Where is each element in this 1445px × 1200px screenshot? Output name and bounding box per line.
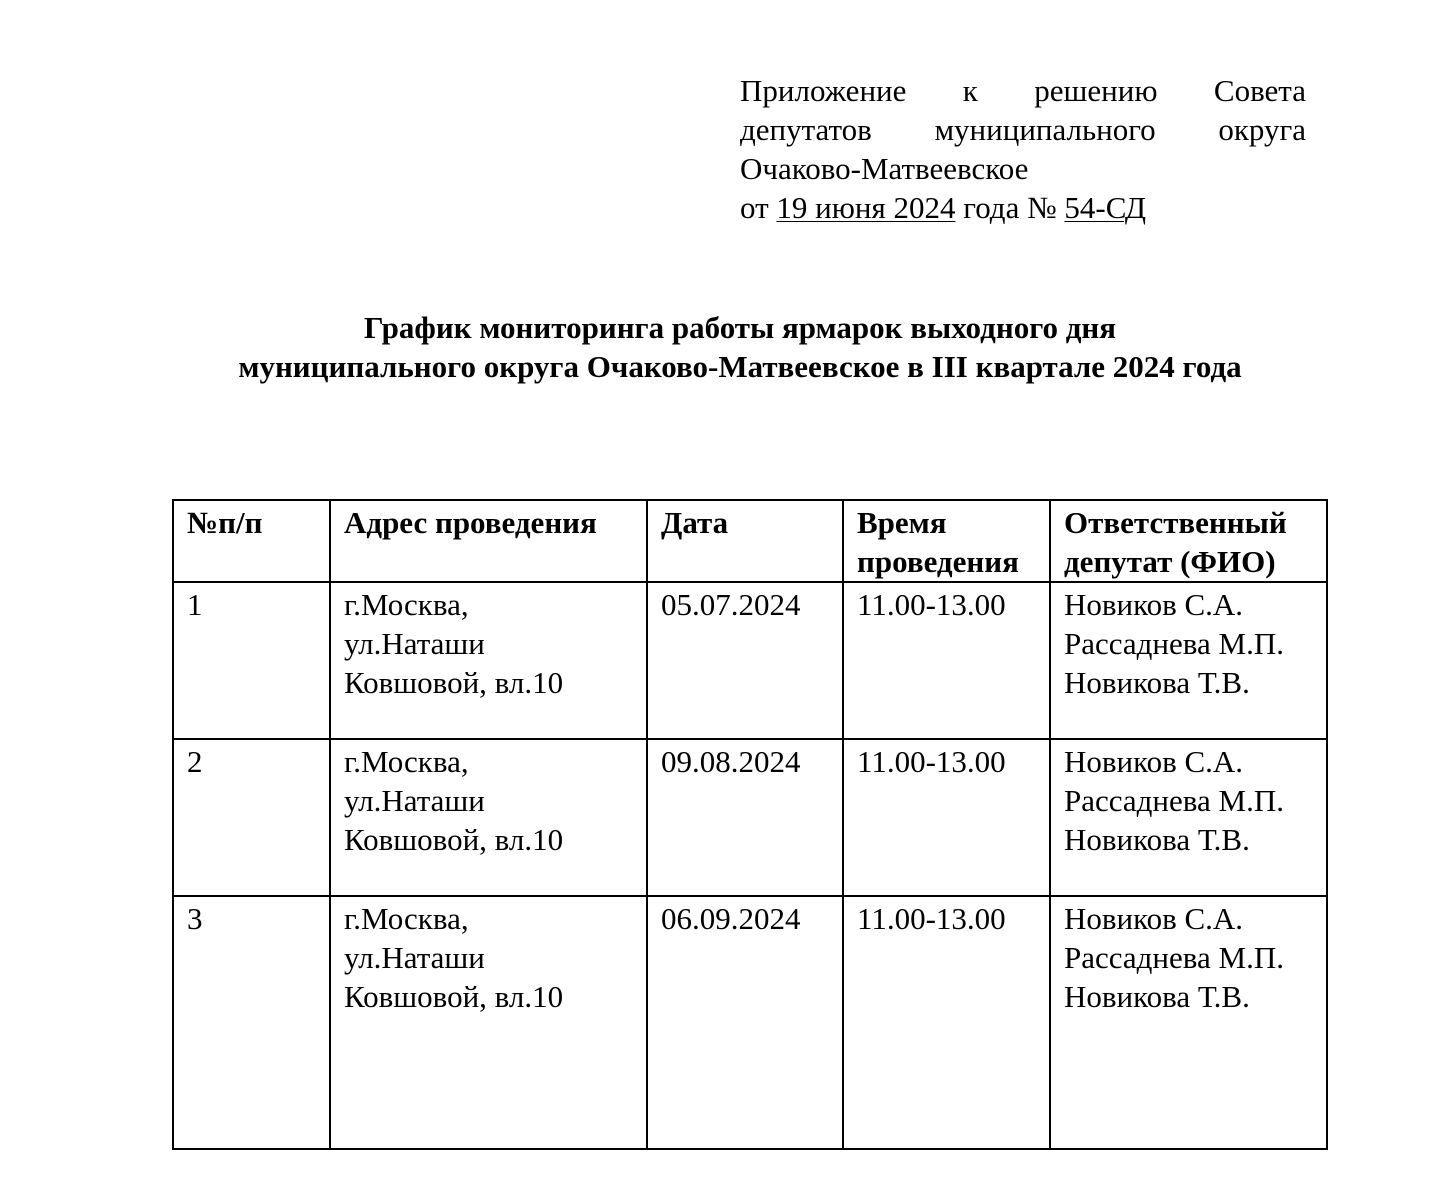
address-line: Ковшовой, вл.10	[344, 822, 564, 857]
document-title	[0, 308, 1445, 386]
deputy-name: Рассаднева М.П.	[1064, 626, 1284, 661]
cell-time: 11.00-13.00	[843, 739, 1050, 896]
appendix-date-prefix: от	[740, 190, 777, 225]
cell-deputies	[1050, 739, 1327, 896]
address-line: г.Москва,	[344, 744, 469, 779]
cell-address	[330, 739, 647, 896]
title-line-1: График мониторинга работы ярмарок выходного дня	[363, 310, 1117, 345]
cell-deputies	[1050, 582, 1327, 739]
header-address: Адрес проведения	[330, 500, 647, 582]
appendix-word: к	[962, 73, 978, 108]
header-num: №п/п	[173, 500, 330, 582]
cell-deputies	[1050, 896, 1327, 1149]
deputy-name: Новикова Т.В.	[1064, 665, 1250, 700]
table-row	[173, 582, 1327, 739]
decision-date: 19 июня 2024	[776, 190, 956, 225]
cell-num: 1	[173, 582, 330, 739]
deputy-name: Новиков С.А.	[1064, 587, 1244, 622]
header-time-line: Время	[857, 505, 947, 540]
schedule-table	[172, 499, 1328, 1150]
address-line: г.Москва,	[344, 901, 469, 936]
header-time	[843, 500, 1050, 582]
cell-date: 05.07.2024	[647, 582, 843, 739]
deputy-name: Новиков С.А.	[1064, 744, 1244, 779]
address-line: ул.Наташи	[344, 940, 485, 975]
header-responsible-line: Ответственный	[1064, 505, 1287, 540]
address-line: г.Москва,	[344, 587, 469, 622]
address-line: ул.Наташи	[344, 783, 485, 818]
title-line-2: муниципального округа Очаково-Матвеевское в III квартале 2024 года	[238, 349, 1242, 384]
deputy-name: Новикова Т.В.	[1064, 822, 1250, 857]
appendix-word: округа	[1218, 112, 1306, 147]
appendix-word: решению	[1034, 73, 1158, 108]
appendix-line-1	[740, 71, 1306, 110]
appendix-word: депутатов	[740, 112, 872, 147]
deputy-name: Новиков С.А.	[1064, 901, 1244, 936]
cell-time: 11.00-13.00	[843, 582, 1050, 739]
cell-date: 06.09.2024	[647, 896, 843, 1149]
table-row	[173, 896, 1327, 1149]
appendix-word: Приложение	[740, 73, 907, 108]
cell-num: 3	[173, 896, 330, 1149]
address-line: Ковшовой, вл.10	[344, 665, 564, 700]
table-row	[173, 739, 1327, 896]
header-responsible	[1050, 500, 1327, 582]
deputy-name: Новикова Т.В.	[1064, 979, 1250, 1014]
cell-address	[330, 896, 647, 1149]
address-line: Ковшовой, вл.10	[344, 979, 564, 1014]
address-line: ул.Наташи	[344, 626, 485, 661]
appendix-line-2	[740, 110, 1306, 149]
appendix-line-4	[740, 188, 1306, 227]
appendix-block	[740, 71, 1306, 227]
appendix-word: муниципального	[934, 112, 1156, 147]
cell-address	[330, 582, 647, 739]
appendix-number-prefix: года №	[955, 190, 1065, 225]
header-responsible-line: депутат (ФИО)	[1064, 544, 1276, 579]
decision-number: 54-СД	[1064, 190, 1147, 225]
header-time-line: проведения	[857, 544, 1019, 579]
cell-date: 09.08.2024	[647, 739, 843, 896]
cell-num: 2	[173, 739, 330, 896]
deputy-name: Рассаднева М.П.	[1064, 940, 1284, 975]
appendix-word: Совета	[1213, 73, 1306, 108]
appendix-line-3: Очаково-Матвеевское	[740, 151, 1029, 186]
header-date: Дата	[647, 500, 843, 582]
cell-time: 11.00-13.00	[843, 896, 1050, 1149]
table-header-row	[173, 500, 1327, 582]
deputy-name: Рассаднева М.П.	[1064, 783, 1284, 818]
